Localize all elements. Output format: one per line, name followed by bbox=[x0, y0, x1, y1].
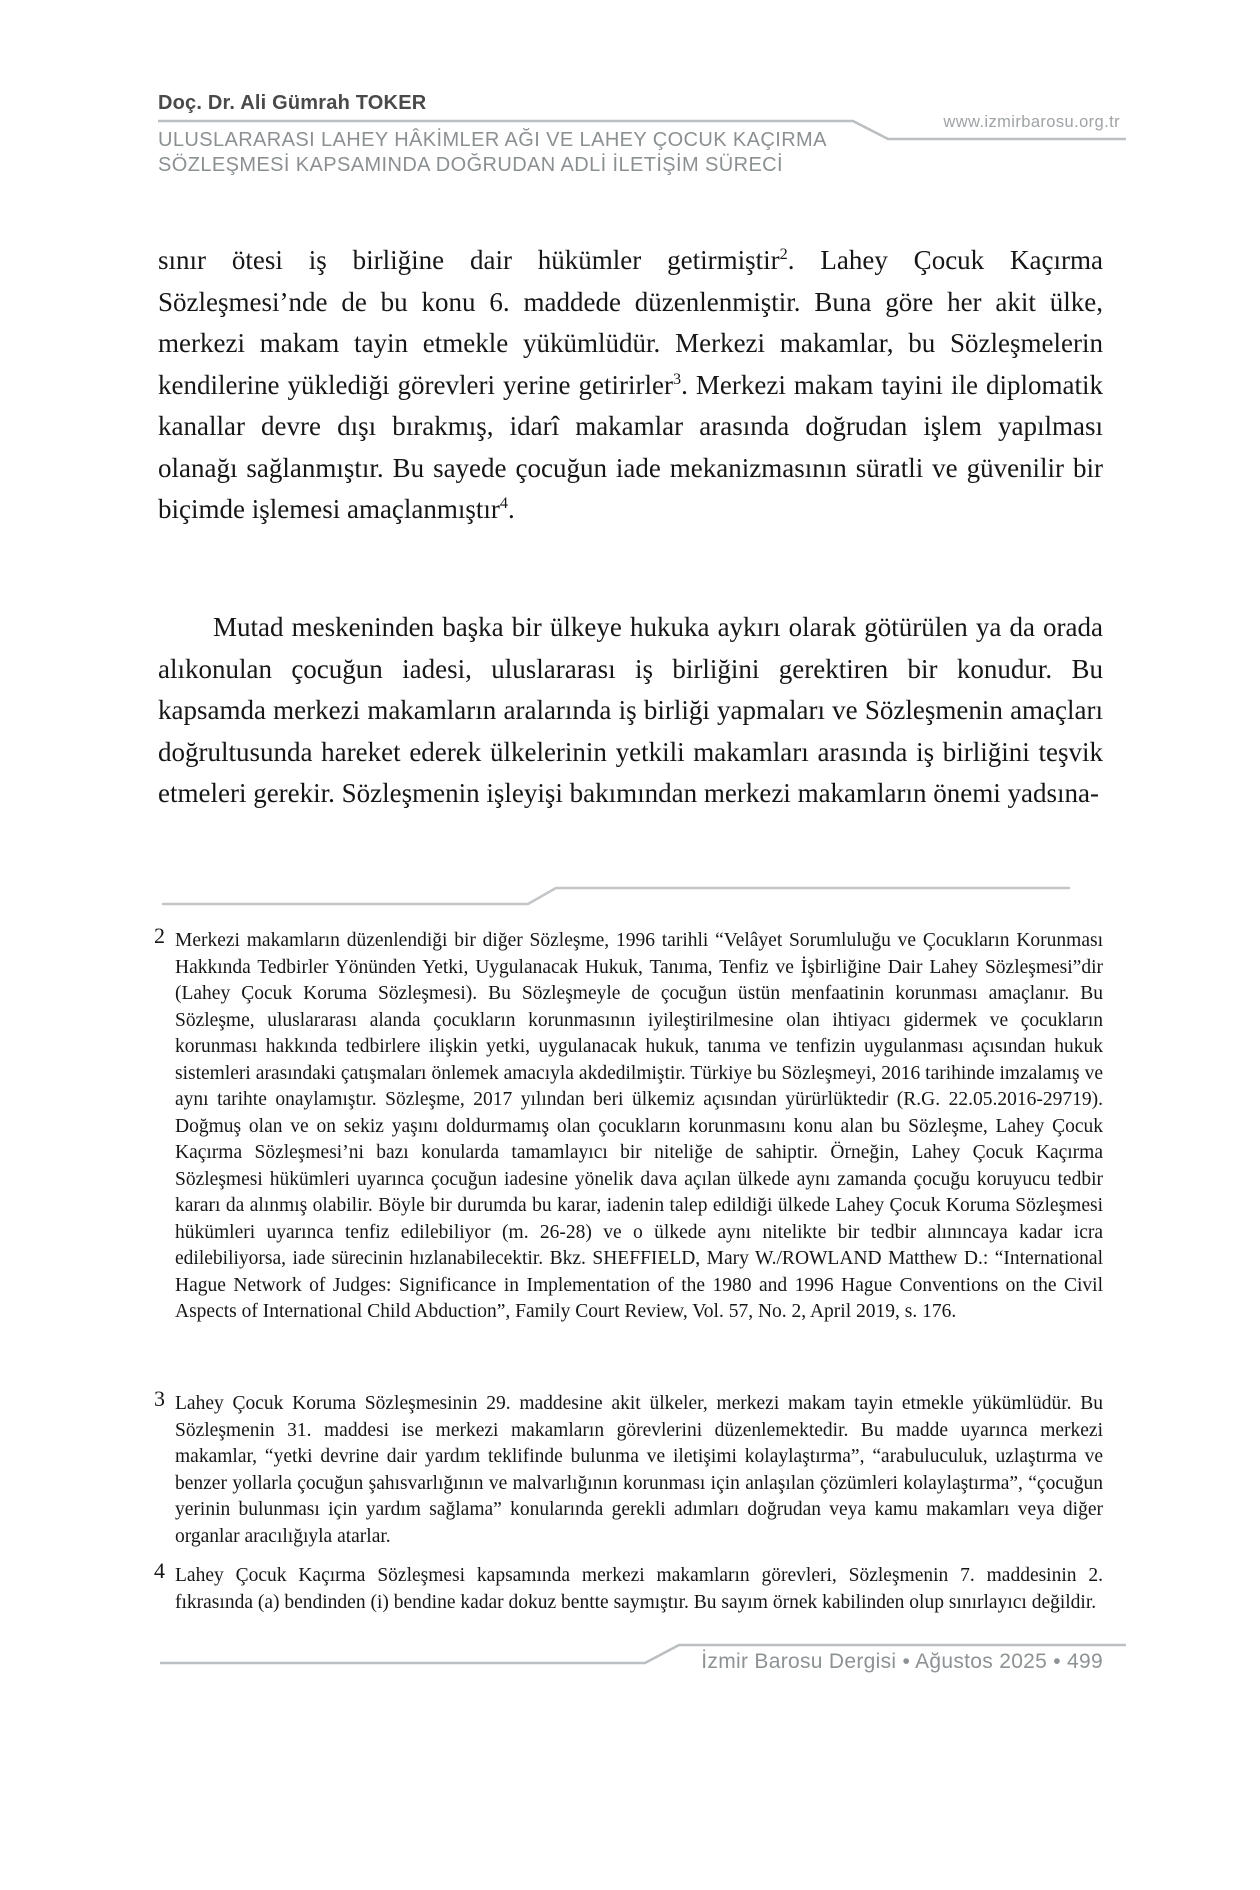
footnote-2 bbox=[154, 923, 1103, 1326]
footnote-3-text: Lahey Çocuk Koruma Sözleşmesinin 29. maddesine akit ülkeler, merkezi makam tayin etmekle yükümlüdür. Bu Sözleşmenin 31. maddesi ise merkezi makamların görevlerini düzenlemektedir. Bu madde uyarınca merkezi makamlar, “yetki devrine dair yardım teklifinde bulunma ve iletişimi kolaylaştırma”, “arabuluculuk, uzlaştırma ve benzer yollarla çocuğun şahısvarlığının ve malvarlığının korunması için anlaşılan çözümleri kolaylaştırma”, “çocuğun yerinin bulunması için yardım sağlama” konularında gerekli adımları doğrudan veya kamu makamları veya diğer organlar aracılığıyla atarlar. bbox=[175, 1393, 1103, 1547]
author-name: Doç. Dr. Ali Gümrah TOKER bbox=[158, 92, 427, 114]
body-paragraph-2: Mutad meskeninden başka bir ülkeye hukuka aykırı olarak götürülen ya da orada alıkonulan çocuğun iadesi, uluslararası iş birliğini gerektiren bir konudur. Bu kapsamda merkezi makamların aralarında iş birliği yapmaları ve Sözleşmenin amaçları doğrultusunda hareket ederek ülkelerinin yetkili makamları arasında iş birliğini teşvik etmeleri gerekir. Sözleşmenin işleyişi bakımından merkezi makamların önemi yadsına- bbox=[158, 612, 1103, 808]
footnote-4-number: 4 bbox=[154, 1558, 165, 1583]
website-url: www.izmirbarosu.org.tr bbox=[943, 113, 1120, 131]
article-title-line1: ULUSLARARASI LAHEY HÂKİMLER AĞI VE LAHEY ÇOCUK KAÇIRMA bbox=[158, 129, 827, 151]
article-title bbox=[158, 128, 938, 178]
footnote-4-text: Lahey Çocuk Kaçırma Sözleşmesi kapsamında merkezi makamların görevleri, Sözleşmenin 7. maddesinin 2. fıkrasında (a) bendinden (i) bendine kadar dokuz bentte saymıştır. Bu sayım örnek kabilinden olup sınırlayıcı değildir. bbox=[175, 1565, 1103, 1613]
page-footer: İzmir Barosu Dergisi • Ağustos 2025 • 499 bbox=[701, 1650, 1103, 1673]
footnote-marker: 4 bbox=[499, 494, 508, 512]
footnote-2-number: 2 bbox=[154, 923, 165, 948]
footnote-3-number: 3 bbox=[154, 1386, 165, 1411]
footnote-4 bbox=[154, 1558, 1103, 1616]
footnote-2-text: Merkezi makamların düzenlendiği bir diğer Sözleşme, 1996 tarihli “Velâyet Sorumluluğu ve Çocukların Korunması Hakkında Tedbirler Yönünden Yetki, Uygulanacak Hukuk, Tanıma, Tenfiz ve İşbirliğine Dair Lahey Sözleşmesi”dir (Lahey Çocuk Koruma Sözleşmesi). Bu Sözleşmeyle de çocuğun üstün menfaatinin korunması amaçlanır. Bu Sözleşme, uluslararası alanda çocukların korunmasının iyileştirilmesine olan ihtiyacı gidermek ve çocukların korunması hakkında tedbirlere ilişkin yetki, uygulanacak hukuk, tanıma ve tenfizin uygulanması açısından hukuk sistemleri arasındaki çatışmaları önlemek amacıyla akdedilmiştir. Türkiye bu Sözleşmeyi, 2016 tarihinde imzalamış ve aynı tarihte onaylamıştır. Sözleşme, 2017 yılından beri ülkemiz açısından yürürlüktedir (R.G. 22.05.2016-29719). Doğmuş olan ve on sekiz yaşını doldurmamış olan çocukların korunmasını konu alan bu Sözleşme, Lahey Çocuk Kaçırma Sözleşmesi’ni bazı konularda tamamlayıcı bir niteliğe de sahiptir. Örneğin, Lahey Çocuk Kaçırma Sözleşmesi hükümleri uyarınca çocuğun iadesine yönelik dava açılan ülkede aynı zamanda çocuğu koruyucu tedbir kararı da alınmış olabilir. Böyle bir durumda bu karar, iadenin talep edildiği ülkede Lahey Çocuk Koruma Sözleşmesi hükümleri uyarınca tenfiz edilebiliyor (m. 26-28) ve o ülkede aynı nitelikte bir tedbir alınıncaya kadar icra edilebiliyorsa, iade sürecinin hızlanabilecektir. Bkz. SHEFFIELD, Mary W./ROWLAND Matthew D.: “International Hague Network of Judges: Significance in Implementation of the 1980 and 1996 Hague Conventions on the Civil Aspects of International Child Abduction”, Family Court Review, Vol. 57, No. 2, April 2019, s. 176. bbox=[175, 930, 1103, 1322]
body-paragraph-1: sınır ötesi iş birliğine dair hükümler getirmiştir$^2$. Lahey Çocuk Kaçırma Sözleşmesi’nde de bu konu 6. maddede düzenlenmiştir. Buna göre her akit ülke, merkezi makam tayin etmekle yükümlüdür. Merkezi makamlar, bu Sözleşmelerin kendilerine yüklediği görevleri yerine getirirler$^3$. Merkezi makam tayini ile diplomatik kanallar devre dışı bırakmış, idarî makamlar arasında doğrudan işlem yapılması olanağı sağlanmıştır. Bu sayede çocuğun iade mekanizmasının süratli ve güvenilir bir biçimde işlemesi amaçlanmıştır$^4$. bbox=[158, 245, 1104, 524]
footnote-3 bbox=[154, 1386, 1103, 1550]
footnote-marker: 3 bbox=[673, 369, 682, 388]
footnote-marker: 2 bbox=[779, 245, 788, 263]
article-title-line2: SÖZLEŞMESİ KAPSAMINDA DOĞRUDAN ADLİ İLETİŞİM SÜRECİ bbox=[158, 154, 783, 176]
